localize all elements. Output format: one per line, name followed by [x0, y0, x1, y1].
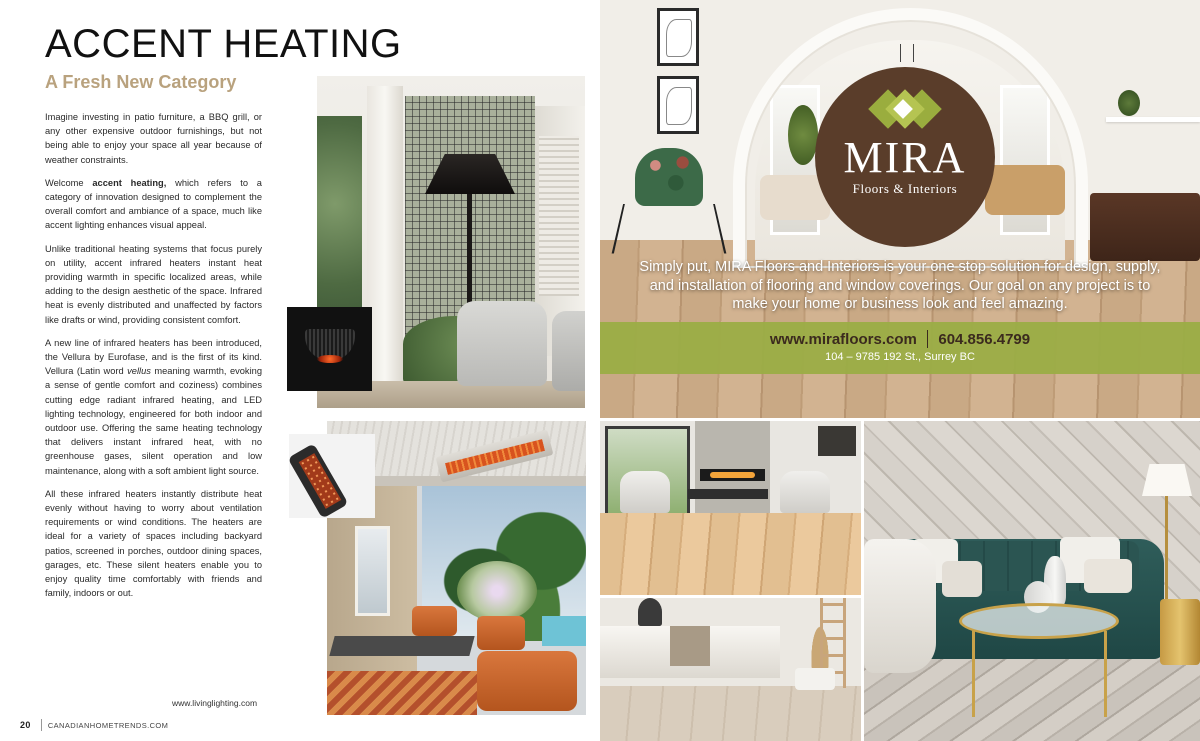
coffee-table [688, 489, 768, 499]
article-paragraph: Imagine investing in patio furniture, a BBQ grill, or any other expensive outdoor furnishings, but not being able to enjoy your space all year because of weather constraints. [45, 112, 262, 165]
patio-table [329, 636, 474, 656]
mira-logo [815, 67, 995, 247]
photo-flowering-tree [457, 561, 537, 621]
article-paragraph: Unlike traditional heating systems that focus purely on utility, accent infrared heaters instant heat providing warmth in specific localized areas, while adding to the design aesthetic of the space. Infrared heat is evenly distributed and unaffected by factors like drafts or wind, providing consistent comfort. [45, 243, 262, 325]
photo-pillar [367, 86, 403, 408]
article-subtitle: A Fresh New Category [45, 72, 237, 92]
patio-chair [412, 606, 457, 636]
gold-side-table [1160, 599, 1200, 665]
ad-hero-photo [600, 0, 1200, 418]
armchair [620, 471, 670, 513]
contact-divider [927, 330, 929, 348]
floral-chair [635, 148, 703, 206]
coffee-table-leg [1104, 631, 1107, 717]
floor-lamp-pole [1165, 496, 1168, 606]
chair-legs [612, 204, 727, 253]
diamond-logo-icon [870, 91, 940, 131]
chandelier [900, 44, 914, 62]
article-title: ACCENT HEATING [45, 22, 402, 66]
living-room-photo [864, 421, 1200, 741]
photo-foliage [317, 116, 362, 336]
wall-art-frame [657, 8, 699, 66]
heater-product-inset [287, 307, 372, 391]
article-paragraph [45, 336, 262, 478]
lounge-chair [457, 301, 547, 386]
photo-credit-link[interactable]: www.livinglighting.com [172, 698, 258, 708]
throw-pillow [1084, 559, 1132, 593]
dining-room-photo [600, 598, 861, 741]
logo-tagline: Floors & Interiors [852, 181, 958, 196]
hardwood-floor [600, 513, 861, 595]
wooden-chest [1090, 193, 1200, 261]
photo-pool [542, 616, 586, 646]
wall-heater-product-inset [289, 434, 375, 518]
italic-term: vellus [127, 366, 151, 377]
ad-blurb: Simply put, MIRA Floors and Interiors is your one stop solution for design, supply, and installation of flooring and window coverings. Our goal on any project is to make your home or business look and feel amazing. [639, 259, 1161, 312]
article-paragraph [45, 176, 262, 233]
article-body [45, 110, 262, 610]
publication-url: CANADIANHOMETRENDS.COM [47, 720, 169, 730]
hardwood-floor [600, 686, 861, 741]
wall-art-frame [657, 76, 699, 134]
article-paragraph: All these infrared heaters instantly distribute heat evenly without having to worry about ventilation requirements or wind conditions. The heaters are ideal for a variety of spaces including backyard patios, screened in porches, outdoor dining spaces, garages, etc. These silent heaters enable you to enjoy quality time comfortably with friends and family, indoors or out. [45, 488, 262, 599]
throw-blanket [864, 539, 936, 673]
fireplace-room-photo [600, 421, 861, 595]
shelf-plant [1118, 90, 1140, 116]
street-address: 104 – 9785 192 St., Surrey BC [825, 351, 975, 363]
contact-line [600, 330, 1200, 348]
paragraph-text: which refers to a category of innovation designed to complement the overall comfort and ambiance of a space, much like accent lighting enhances visual appeal. [45, 177, 262, 231]
bold-term: accent heating, [92, 177, 167, 188]
logo-wordmark: MIRA [843, 133, 967, 182]
heater-glow [317, 355, 343, 363]
patio-chair [477, 651, 577, 711]
page-footer [20, 719, 168, 731]
armchair [780, 471, 830, 513]
photo-louver [539, 136, 579, 296]
table-runner [670, 626, 710, 666]
paragraph-text: A new line of infrared heaters has been introduced, the Vellura by Eurofase, and is the first of its kind. Vellura (Latin word [45, 337, 262, 377]
patio-rug [327, 671, 477, 715]
coffee-table-leg [972, 631, 975, 717]
throw-pillow [942, 561, 982, 597]
wall-art [818, 426, 856, 456]
page-number: 20 [20, 720, 31, 730]
patio-chair [477, 616, 525, 650]
wall-shelf [1106, 117, 1200, 122]
website-link[interactable]: www.mirafloors.com [769, 330, 917, 348]
footer-divider [41, 719, 42, 731]
lounge-chair [552, 311, 585, 391]
stool [795, 668, 835, 690]
lantern [638, 598, 662, 626]
paragraph-text: meaning warmth, evoking a sense of gentle comfort and coziness) combines cutting edge radiant infrared heating, and LED lighting technology, engineered for both indoor and outdoor use. Offering the same heating technology that delivers instant infrared heat, with no greenhouse gases, silent operation and low maintenance, along with a soft ambient light source. [45, 366, 262, 476]
floor-lamp-shade [1142, 464, 1192, 496]
right-page-advertisement [600, 0, 1200, 741]
glass-coffee-table [959, 603, 1119, 639]
phone-number[interactable]: 604.856.4799 [938, 330, 1031, 348]
paragraph-text: Welcome [45, 177, 93, 188]
fireplace [700, 469, 765, 481]
photo-window [355, 526, 390, 616]
